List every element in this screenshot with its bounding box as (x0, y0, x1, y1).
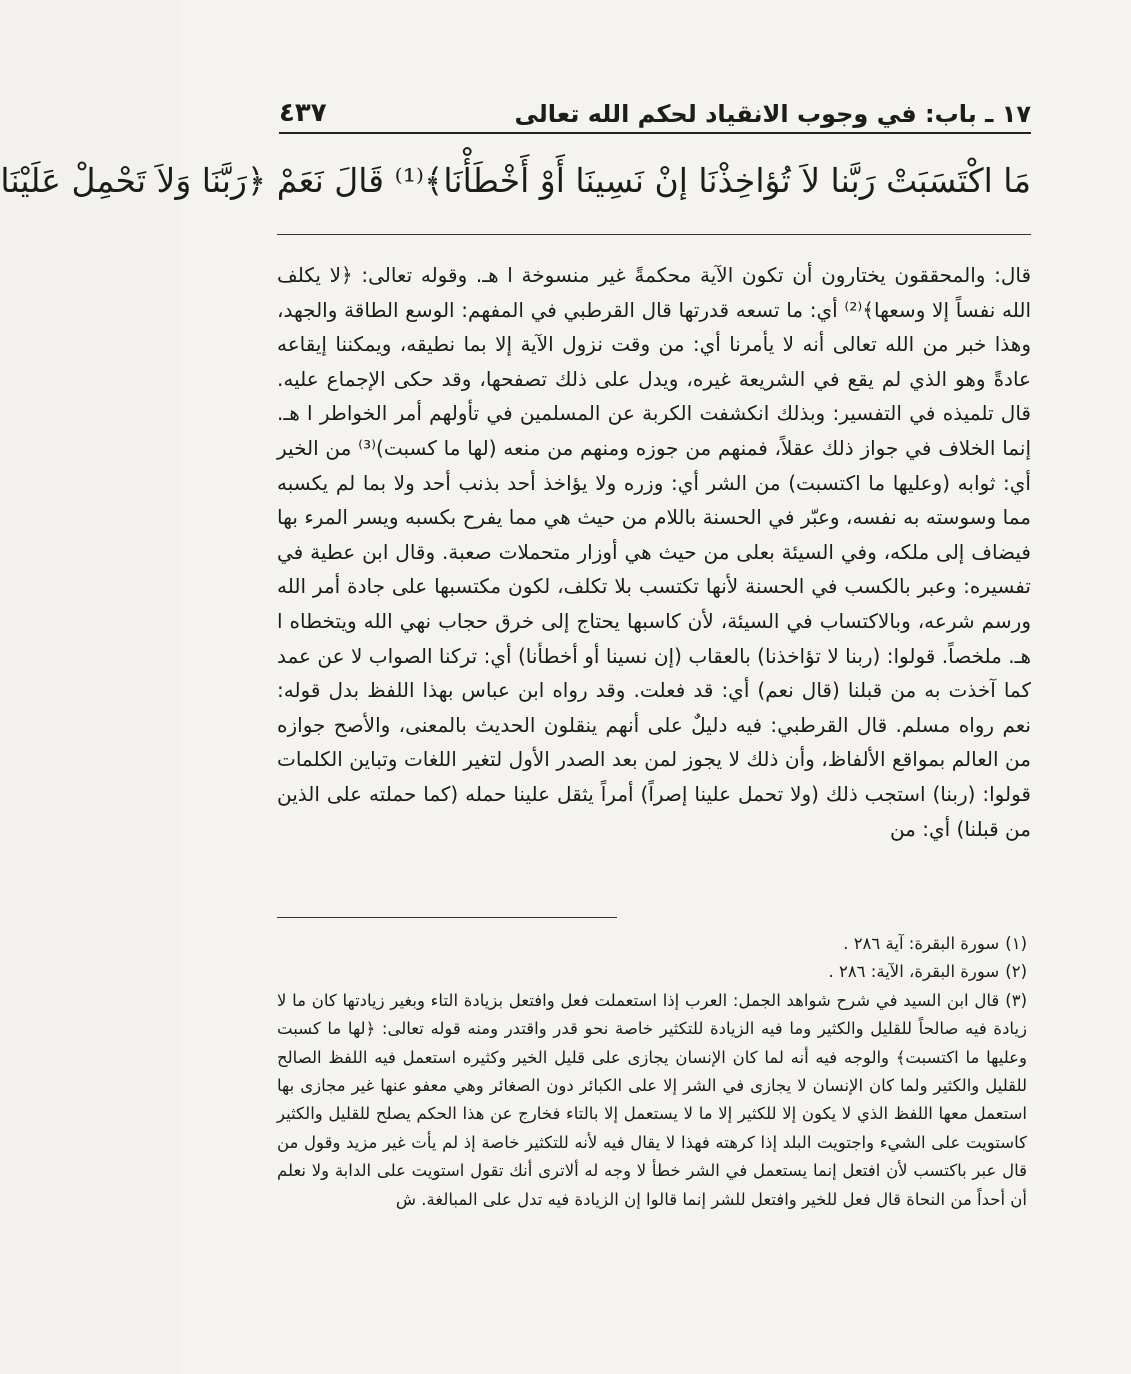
footnote-1 (277, 930, 1027, 958)
footnote-text: سورة البقرة: آية ٢٨٦ . (843, 934, 1000, 953)
footnotes (277, 930, 1027, 1214)
footnote-text: قال ابن السيد في شرح شواهد الجمل: العرب إذا استعملت فعل وافتعل بزيادة التاء وبغير زيادتها كان ما لا زيادة فيه صالحاً للقليل والكثير وما فيه الزيادة للتكثير خاصة نحو قدر واقتدر ومنه قوله تعالى: ﴿لها ما كسبت وعليها ما اكتسبت﴾ والوجه فيه أنه لما كان الإنسان يجازى على قليل الخير وكثيره استعمل فيه اللفظ الصالح للقليل والكثير ولما كان الإنسان لا يجازى في الشر إلا على الكبائر دون الصغائر وهي معفو عنها غير مجازى بها استعمل معها اللفظ الذي لا يكون إلا للكثير إلا ما لا يستعمل إلا بالتاء فخارج عن هذا الحكم يصلح للقليل والكثير كاستويت على الشيء واجتويت البلد إذا كرهته فهذا لا يقال فيه لأنه للتكثير خاصة إذ لم يأت غير مزيد وقول من قال عبر باكتسب لأن افتعل إنما يستعمل في الشر خطأ لا وجه له ألاترى أنك تقول استويت على الدابة ولا نعلم أن أحداً من النحاة قال فعل للخير وافتعل للشر إنما قالوا إن الزيادة فيه تدل على المبالغة. ش (277, 990, 1027, 1209)
footnote-number: (٢) (1005, 962, 1027, 982)
page-number: ٤٣٧ (279, 98, 327, 128)
footnote-text: سورة البقرة، الآية: ٢٨٦ . (828, 962, 1000, 982)
footnote-2 (277, 958, 1027, 986)
footnote-3 (277, 987, 1027, 1214)
commentary-paragraph: قال: والمحققون يختارون أن تكون الآية محكمةً غير منسوخة ا هـ. وقوله تعالى: ﴿لا يكلف الله نفساً إلا وسعها﴾⁽²⁾ أي: ما تسعه قدرتها قال القرطبي في المفهم: الوسع الطاقة والجهد، وهذا خبر من الله تعالى أنه لا يأمرنا أي: من وقت نزول الآية إلا بما نطيقه، ويمكننا إيقاعه عادةً وهو الذي لم يقع في الشريعة غيره، ويدل على ذلك تصفحها، وقد حكى الإجماع عليه. قال تلميذه في التفسير: وبذلك انكشفت الكربة عن المسلمين في تأولهم أمر الخواطر ا هـ. إنما الخلاف في جواز ذلك عقلاً، فمنهم من جوزه ومنهم من منعه (لها ما كسبت)⁽³⁾ من الخير أي: ثوابه (وعليها ما اكتسبت) من الشر أي: وزره ولا يؤاخذ أحد بذنب أحد ولا بما لم يكسبه مما وسوسته به نفسه، وعبّر في الحسنة باللام من حيث هي مما يفرح بكسبه ويسر المرء بها فيضاف إلى ملكه، وفي السيئة بعلى من حيث هي أوزار متحملات صعبة. وقال ابن عطية في تفسيره: وعبر بالكسب في الحسنة لأنها تكتسب بلا تكلف، لكون مكتسبها على جادة أمر الله ورسم شرعه، وبالاكتساب في السيئة، لأن كاسبها يحتاج إلى خرق حجاب نهي الله ويتخطاه ا هـ. ملخصاً. قولوا: (ربنا لا تؤاخذنا) بالعقاب (إن نسينا أو أخطأنا) أي: تركنا الصواب لا عن عمد كما آخذت به من قبلنا (قال نعم) أي: قد فعلت. وقد رواه ابن عباس بهذا اللفظ بدل قوله: نعم رواه مسلم. قال القرطبي: فيه دليلٌ على أنهم ينقلون الحديث بالمعنى، والأصح جوازه من العالم بمواقع الألفاظ، وأن ذلك لا يجوز لمن بعد الصدر الأول لتغير اللغات وتباين الكلمات قولوا: (ربنا) استجب ذلك (ولا تحمل علينا إصراً) أمراً يثقل علينا حمله (كما حملته على الذين من قبلنا) أي: من (277, 263, 1032, 841)
running-title: ١٧ ـ باب: في وجوب الانقياد لحكم الله تعالى (514, 100, 1031, 128)
footnotes-divider (277, 917, 617, 918)
commentary-body (277, 258, 1031, 846)
verse-divider (277, 234, 1031, 235)
footnote-number: (٣) (1005, 990, 1027, 1010)
quran-verse: مَا اكْتَسَبَتْ رَبَّنا لاَ تُؤاخِذْنَا إنْ نَسِينَا أَوْ أَخْطَأْنَا﴾⁽¹⁾ قَالَ نَعَمْ ﴿رَبَّنَا وَلاَ تَحْمِلْ عَلَيْنَا (0, 161, 1031, 200)
page-header (279, 92, 1031, 134)
footnote-number: (١) (1005, 934, 1027, 953)
